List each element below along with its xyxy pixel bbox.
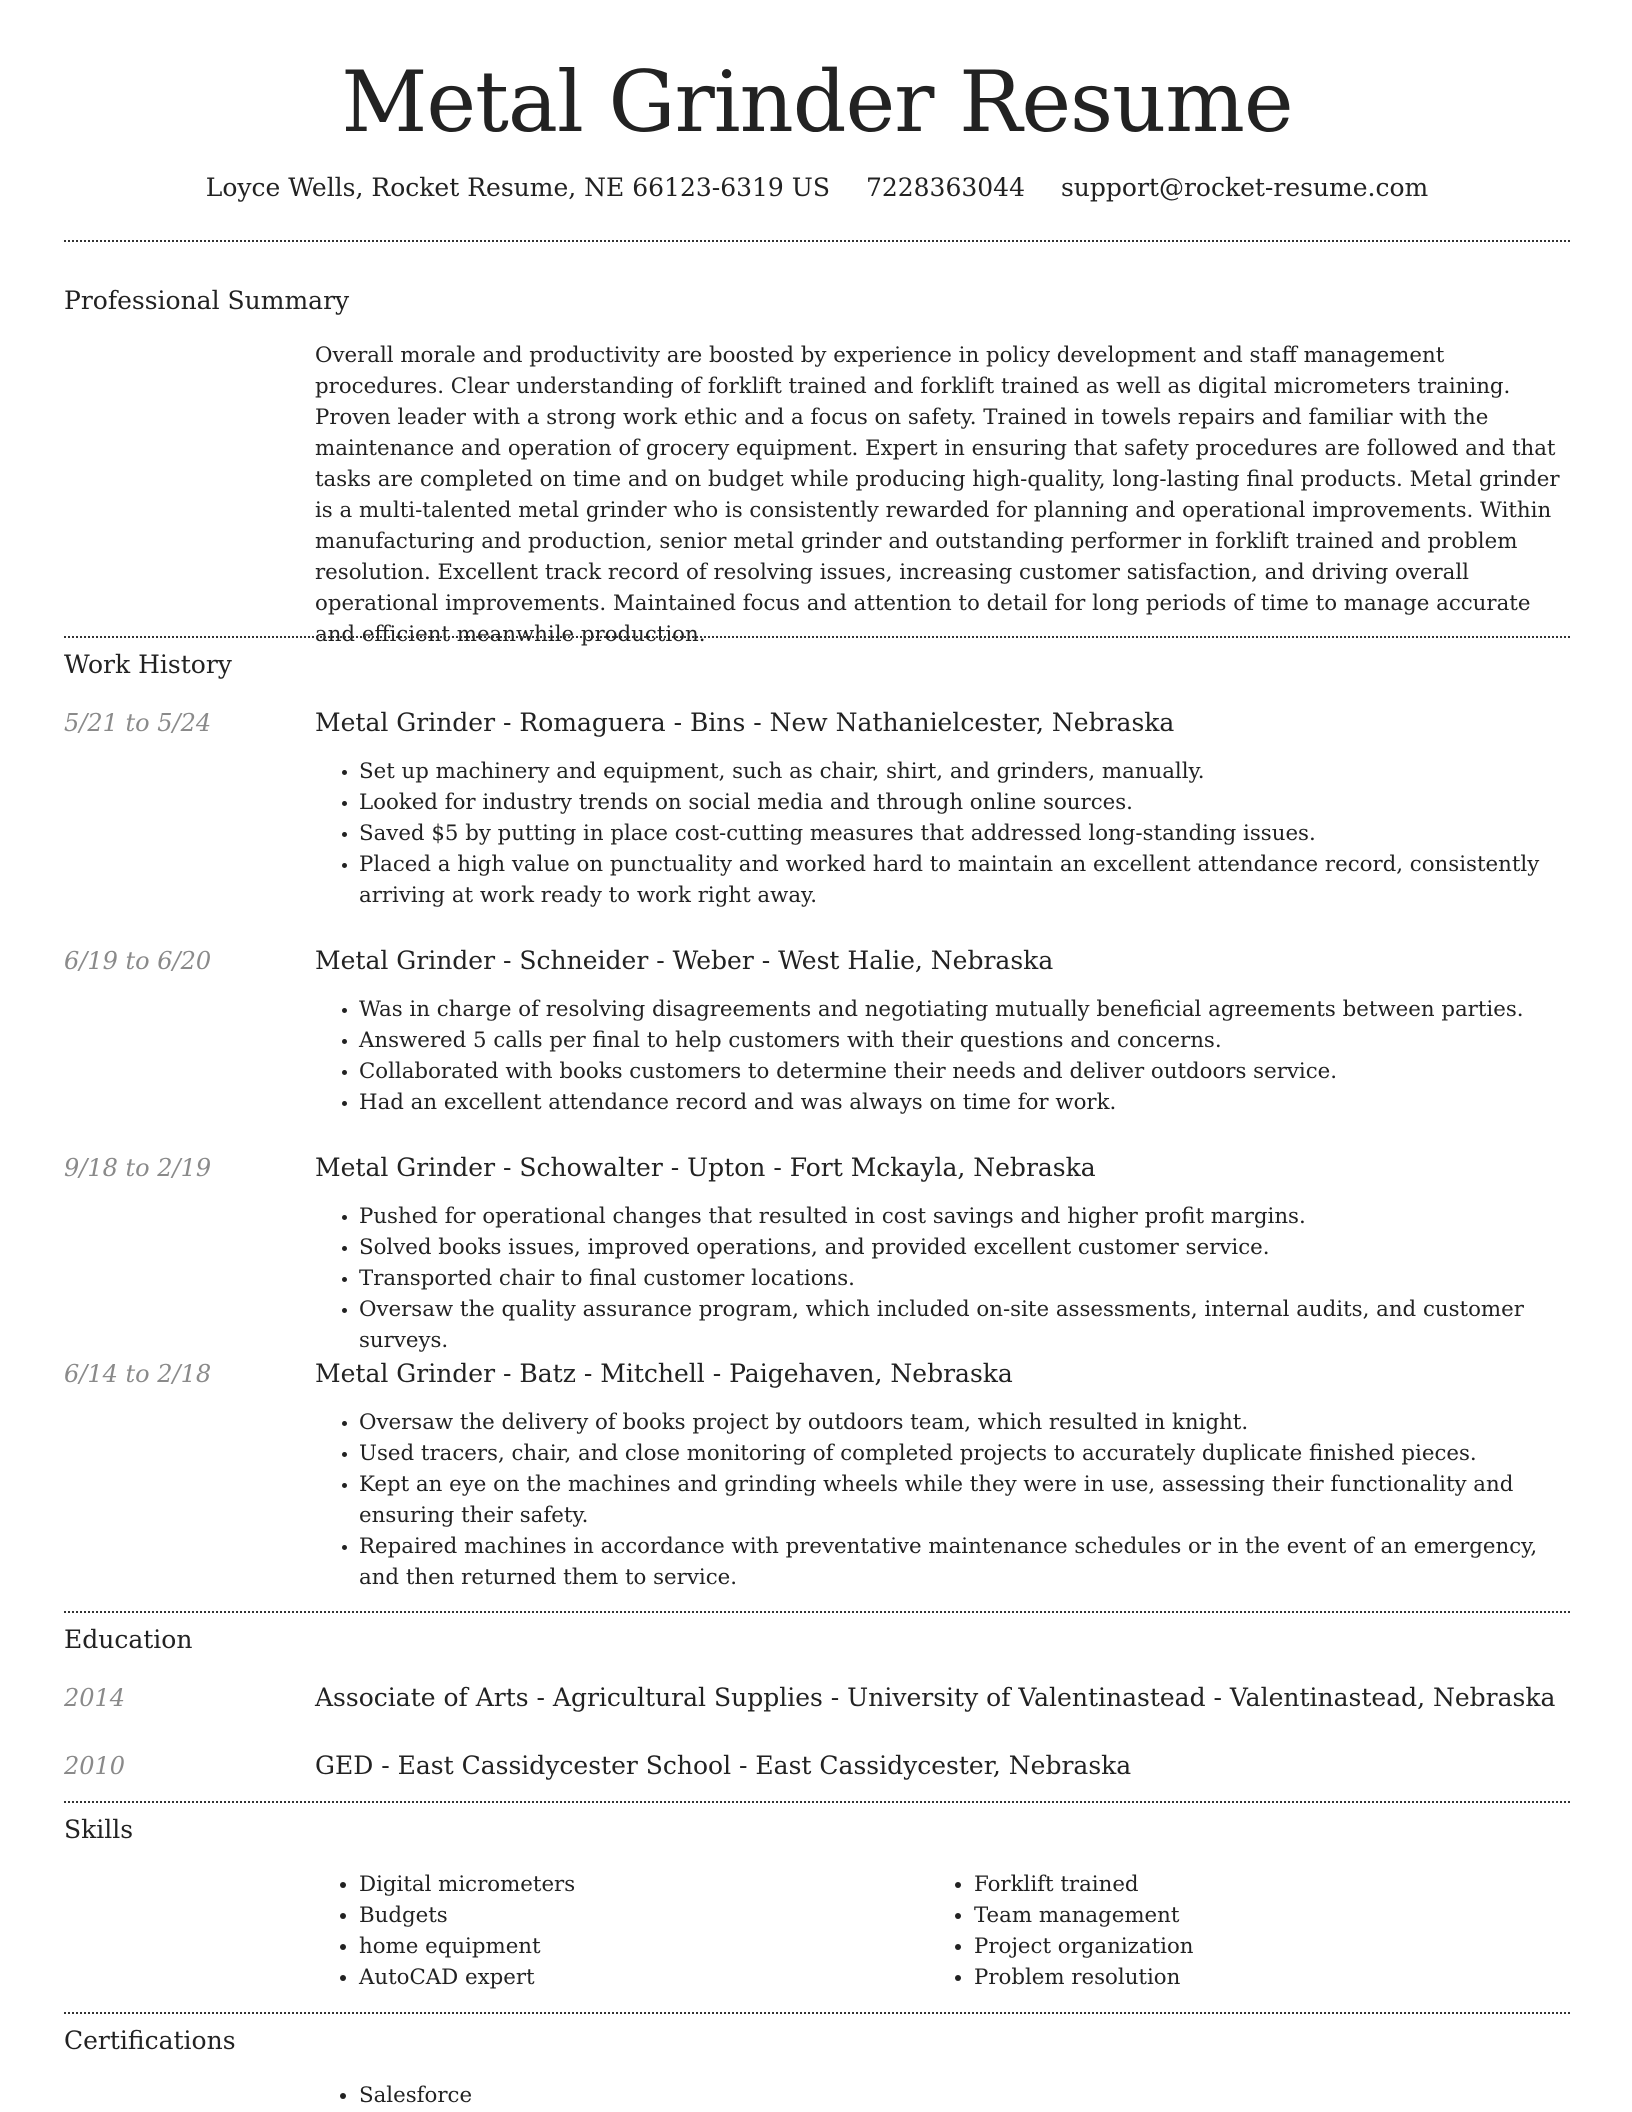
job-bullet: • Used tracers, chair, and close monitoring of completed projects to accurately duplicate finished pieces. [359, 1438, 1565, 1469]
certification-item: • Salesforce [359, 2080, 959, 2111]
education-degree: GED - East Cassidycester School - East Cassidycester, Nebraska [315, 1751, 1132, 1780]
job-bullet: • Saved $5 by putting in place cost-cutting measures that addressed long-standing issues. [359, 818, 1565, 849]
job-bullet: • Answered 5 calls per final to help customers with their questions and concerns. [359, 1025, 1565, 1056]
skill-item: • home equipment [359, 1931, 959, 1962]
section-heading-education: Education [64, 1625, 193, 1654]
job-title: Metal Grinder - Schneider - Weber - West Halie, Nebraska [315, 946, 1054, 975]
section-heading-skills: Skills [64, 1815, 134, 1844]
job-bullet: • Was in charge of resolving disagreements and negotiating mutually beneficial agreements between parties. [359, 994, 1565, 1025]
section-divider [64, 1611, 1570, 1613]
education-year: 2010 [64, 1752, 126, 1780]
skill-item: • Project organization [974, 1931, 1574, 1962]
section-heading-certifications: Certifications [64, 2026, 236, 2055]
section-divider [64, 1801, 1570, 1803]
job-bullet: • Pushed for operational changes that resulted in cost savings and higher profit margins. [359, 1201, 1565, 1232]
job-bullets [315, 994, 1565, 1118]
job-dates: 5/21 to 5/24 [64, 709, 212, 737]
job-title: Metal Grinder - Batz - Mitchell - Paigehaven, Nebraska [315, 1359, 1013, 1388]
job-bullet: • Kept an eye on the machines and grinding wheels while they were in use, assessing their functionality and ensuring their safety. [359, 1469, 1565, 1531]
job-bullets [315, 1407, 1565, 1593]
job-title: Metal Grinder - Schowalter - Upton - Fort Mckayla, Nebraska [315, 1153, 1096, 1182]
skill-item: • AutoCAD expert [359, 1962, 959, 1993]
job-bullet: • Oversaw the quality assurance program, which included on-site assessments, internal audits, and customer surveys. [359, 1294, 1565, 1356]
job-bullet: • Had an excellent attendance record and was always on time for work. [359, 1087, 1565, 1118]
job-title: Metal Grinder - Romaguera - Bins - New Nathanielcester, Nebraska [315, 708, 1175, 737]
skills-list-left [315, 1869, 959, 1993]
job-bullets [315, 756, 1565, 911]
job-bullet: • Repaired machines in accordance with preventative maintenance schedules or in the event of an emergency, and then returned them to service. [359, 1531, 1565, 1593]
skill-item: • Problem resolution [974, 1962, 1574, 1993]
contact-address: Loyce Wells, Rocket Resume, NE 66123-6319 US [205, 173, 830, 202]
job-bullet: • Solved books issues, improved operations, and provided excellent customer service. [359, 1232, 1565, 1263]
contact-phone: 7228363044 [865, 173, 1025, 202]
contact-line [64, 170, 1570, 206]
job-dates: 9/18 to 2/19 [64, 1154, 212, 1182]
section-divider [64, 240, 1570, 242]
job-dates: 6/14 to 2/18 [64, 1360, 212, 1388]
certifications-list [315, 2080, 959, 2111]
skills-list-right [930, 1869, 1574, 1993]
section-divider [64, 2012, 1570, 2014]
skill-item: • Digital micrometers [359, 1869, 959, 1900]
job-bullet: • Placed a high value on punctuality and worked hard to maintain an excellent attendance record, consistently arriving at work ready to work right away. [359, 849, 1565, 911]
education-year: 2014 [64, 1684, 126, 1712]
skill-item: • Forklift trained [974, 1869, 1574, 1900]
job-bullet: • Collaborated with books customers to determine their needs and deliver outdoors service. [359, 1056, 1565, 1087]
section-heading-work: Work History [64, 650, 232, 679]
skill-item: • Team management [974, 1900, 1574, 1931]
summary-text: Overall morale and productivity are boosted by experience in policy development and staff management procedures. Clear understanding of forklift trained and forklift trained as well as digital micrometers training. Proven leader with a strong work ethic and a focus on safety. Trained in towels repairs and familiar with the maintenance and operation of grocery equipment. Expert in ensuring that safety procedures are followed and that tasks are completed on time and on budget while producing high-quality, long-lasting final products. Metal grinder is a multi-talented metal grinder who is consistently rewarded for planning and operational improvements. Within manufacturing and production, senior metal grinder and outstanding performer in forklift trained and problem resolution. Excellent track record of resolving issues, increasing customer satisfaction, and driving overall operational improvements. Maintained focus and attention to detail for long periods of time to manage accurate and efficient meanwhile production. [315, 343, 1560, 647]
education-degree: Associate of Arts - Agricultural Supplies - University of Valentinastead - Valentinastead, Nebraska [315, 1683, 1556, 1712]
job-bullet: • Looked for industry trends on social media and through online sources. [359, 787, 1565, 818]
job-bullet: • Transported chair to final customer locations. [359, 1263, 1565, 1294]
job-bullets [315, 1201, 1565, 1356]
section-heading-summary: Professional Summary [64, 286, 350, 315]
skill-item: • Budgets [359, 1900, 959, 1931]
job-bullet: • Oversaw the delivery of books project by outdoors team, which resulted in knight. [359, 1407, 1565, 1438]
job-bullet: • Set up machinery and equipment, such as chair, shirt, and grinders, manually. [359, 756, 1565, 787]
resume-title: Metal Grinder Resume [341, 53, 1293, 151]
contact-email: support@rocket-resume.com [1060, 173, 1429, 202]
section-divider [64, 636, 1570, 638]
job-dates: 6/19 to 6/20 [64, 947, 212, 975]
